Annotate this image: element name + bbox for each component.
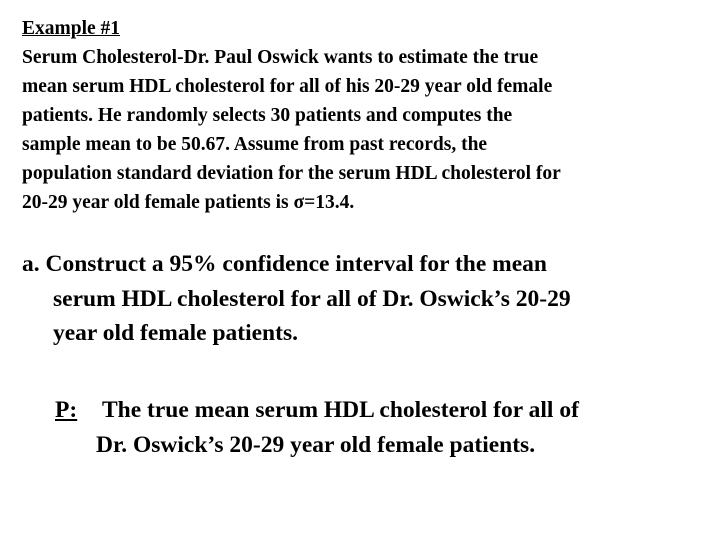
question-a-line-2: serum HDL cholesterol for all of Dr. Oswick’s 20-29: [53, 285, 571, 312]
parameter-line-1: The true mean serum HDL cholesterol for all of: [102, 397, 579, 423]
question-a-line-3: year old female patients.: [53, 320, 298, 346]
problem-line-2: mean serum HDL cholesterol for all of his 20-29 year old female: [22, 76, 553, 97]
question-a-line-1: a. Construct a 95% confidence interval for the mean: [22, 251, 547, 277]
example-heading: Example #1: [22, 18, 121, 39]
parameter-line-2: Dr. Oswick’s 20-29 year old female patients.: [96, 431, 536, 458]
problem-line-3: patients. He randomly selects 30 patients and computes the: [22, 105, 513, 126]
problem-line-4: sample mean to be 50.67. Assume from past records, the: [22, 134, 488, 155]
question-a: [22, 247, 712, 351]
parameter-definition: [22, 393, 712, 462]
parameter-label: P:: [55, 397, 78, 423]
example-problem: [22, 14, 712, 217]
problem-line-1: Serum Cholesterol-Dr. Paul Oswick wants to estimate the true: [22, 47, 539, 68]
problem-line-5: population standard deviation for the serum HDL cholesterol for: [22, 163, 561, 184]
problem-line-6: 20-29 year old female patients is σ=13.4.: [22, 192, 355, 213]
